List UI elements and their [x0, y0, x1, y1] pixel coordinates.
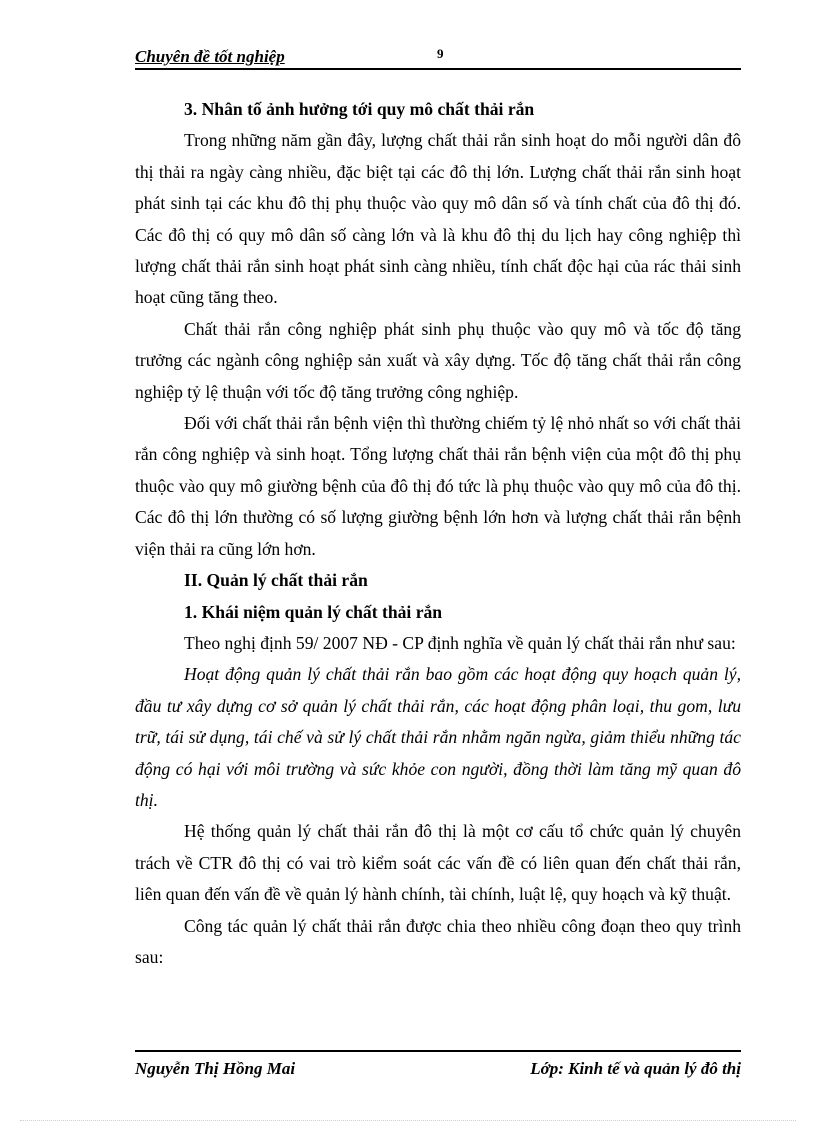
- section-3-heading: 3. Nhân tố ảnh hưởng tới quy mô chất thải rắn: [184, 99, 535, 119]
- paragraph-household-waste: Trong những năm gần đây, lượng chất thải rắn sinh hoạt do mỗi người dân đô thị thải ra ngày càng nhiều, đặc biệt tại các đô thị lớn. Lượng chất thải rắn sinh hoạt phát sinh tại các khu đô thị phụ thuộc vào quy mô dân số và tính chất của đô thị đó. Các đô thị có quy mô dân số càng lớn và là khu đô thị du lịch hay công nghiệp thì lượng chất thải rắn sinh hoạt phát sinh càng nhiều, tính chất độc hại của rác thải sinh hoạt cũng tăng theo.: [135, 130, 741, 308]
- paragraph-hospital-waste: Đối với chất thải rắn bệnh viện thì thường chiếm tỷ lệ nhỏ nhất so với chất thải rắn công nghiệp và sinh hoạt. Tổng lượng chất thải rắn bệnh viện của một đô thị phụ thuộc vào quy mô giường bệnh của đô thị đó tức là phụ thuộc vào quy mô của đô thị. Các đô thị lớn thường có số lượng giường bệnh lớn hơn và lượng chất thải rắn bệnh viện thải ra cũng lớn hơn.: [135, 413, 741, 559]
- paragraph-industrial-waste: Chất thải rắn công nghiệp phát sinh phụ thuộc vào quy mô và tốc độ tăng trưởng các ngành công nghiệp sản xuất và xây dựng. Tốc độ tăng chất thải rắn công nghiệp tỷ lệ thuận với tốc độ tăng trưởng công nghiệp.: [135, 318, 741, 402]
- document-title: Chuyên đề tốt nghiệp: [135, 47, 285, 66]
- definition-quote: Hoạt động quản lý chất thải rắn bao gồm các hoạt động quy hoạch quản lý, đầu tư xây dựng cơ sở quản lý chất thải rắn, các hoạt động phân loại, thu gom, lưu trữ, tái sử dụng, tái chế và sử lý chất thải rắn nhằm ngăn ngừa, giảm thiểu những tác động có hại với môi trường và sức khỏe con người, đồng thời làm tăng mỹ quan đô thị.: [135, 664, 741, 810]
- paragraph-management-process: Công tác quản lý chất thải rắn được chia theo nhiều công đoạn theo quy trình sau:: [135, 915, 741, 967]
- paragraph-decree-definition: Theo nghị định 59/ 2007 NĐ - CP định nghĩa về quản lý chất thải rắn như sau:: [184, 632, 736, 653]
- page-number: 9: [437, 46, 444, 61]
- section-II-heading: II. Quản lý chất thải rắn: [184, 570, 368, 591]
- author-name: Nguyễn Thị Hồng Mai: [135, 1059, 296, 1078]
- page-footer: [135, 1050, 741, 1082]
- section-1-heading: 1. Khái niệm quản lý chất thải rắn: [184, 601, 443, 622]
- page-edge-divider: [20, 1120, 796, 1121]
- paragraph-management-system: Hệ thống quản lý chất thải rắn đô thị là một cơ cấu tổ chức quản lý chuyên trách về CTR đô thị có vai trò kiểm soát các vấn đề có liên quan đến chất thải rắn, liên quan đến vấn đề về quản lý hành chính, tài chính, luật lệ, quy hoạch và kỹ thuật.: [135, 821, 741, 905]
- page-header: [135, 44, 741, 70]
- document-body: [135, 94, 741, 973]
- class-label: Lớp: Kinh tế và quản lý đô thị: [530, 1059, 741, 1078]
